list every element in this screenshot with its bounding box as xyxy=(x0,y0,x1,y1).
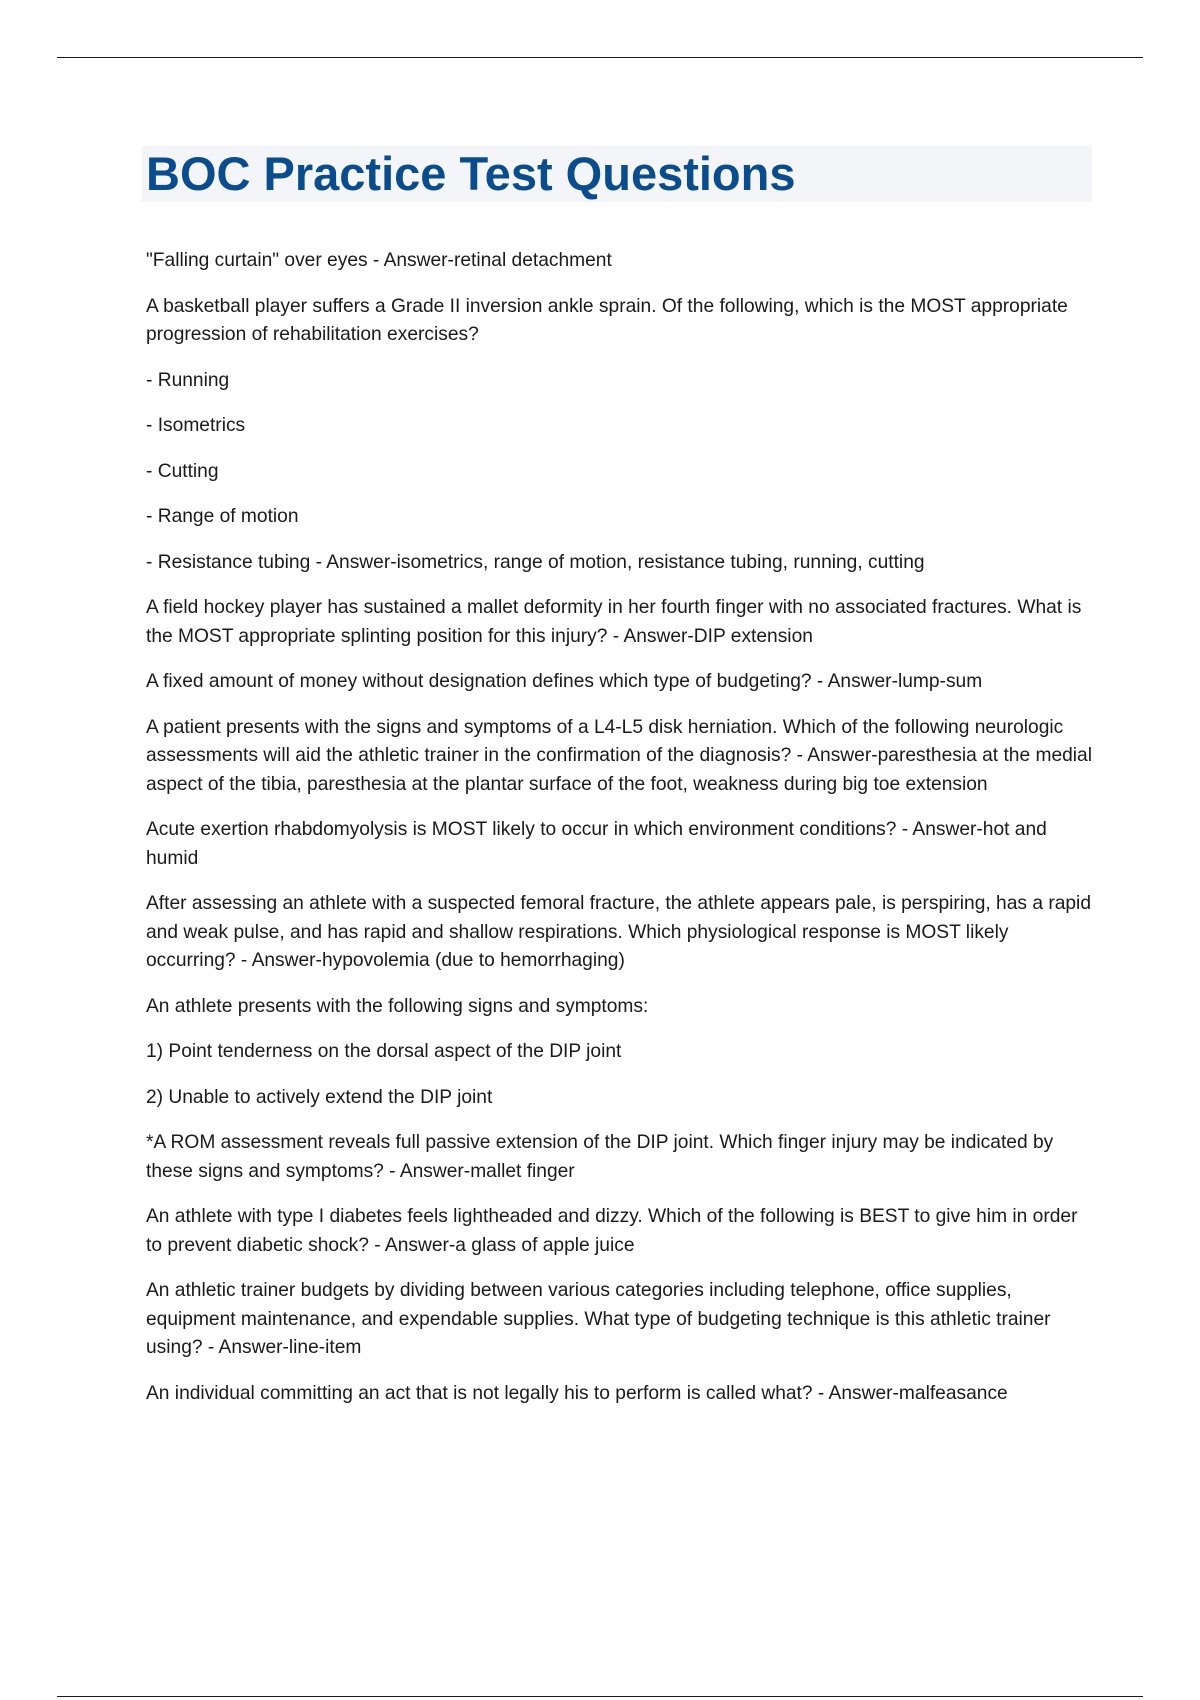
list-item: 2) Unable to actively extend the DIP joint xyxy=(146,1086,493,1108)
paragraph: An athlete presents with the following signs and symptoms: xyxy=(146,995,649,1017)
paragraph: Acute exertion rhabdomyolysis is MOST likely to occur in which environment conditions? - Answer-hot and humid xyxy=(146,819,1047,869)
list-item: - Resistance tubing - Answer-isometrics, range of motion, resistance tubing, running, cutting xyxy=(146,551,925,573)
paragraph: An athlete with type I diabetes feels lightheaded and dizzy. Which of the following is BEST to give him in order to prevent diabetic shock? - Answer-a glass of apple juice xyxy=(146,1206,1078,1256)
bottom-rule xyxy=(57,1696,1143,1697)
list-item: 1) Point tenderness on the dorsal aspect of the DIP joint xyxy=(146,1041,622,1062)
paragraph: *A ROM assessment reveals full passive extension of the DIP joint. Which finger injury may be indicated by these signs and symptoms? - Answer-mallet finger xyxy=(146,1132,1054,1182)
paragraph: "Falling curtain" over eyes - Answer-retinal detachment xyxy=(146,250,612,271)
paragraph: A field hockey player has sustained a mallet deformity in her fourth finger with no associated fractures. What is the MOST appropriate splinting position for this injury? - Answer-DIP extension xyxy=(146,597,1082,647)
paragraph: A basketball player suffers a Grade II inversion ankle sprain. Of the following, which is the MOST appropriate progression of rehabilitation exercises? xyxy=(146,295,1068,345)
list-item: - Range of motion xyxy=(146,506,299,527)
list-item: - Isometrics xyxy=(146,415,246,436)
document-body xyxy=(146,247,1096,1425)
page-title: BOC Practice Test Questions xyxy=(146,147,796,200)
list-item: - Cutting xyxy=(146,460,219,482)
list-item: - Running xyxy=(146,369,230,391)
paragraph: A fixed amount of money without designation defines which type of budgeting? - Answer-lump-sum xyxy=(146,671,983,692)
top-rule xyxy=(57,57,1143,58)
paragraph: An athletic trainer budgets by dividing between various categories including telephone, office supplies, equipment maintenance, and expendable supplies. What type of budgeting technique is this athletic trainer using? - Answer-line-item xyxy=(146,1280,1051,1358)
paragraph: A patient presents with the signs and symptoms of a L4-L5 disk herniation. Which of the following neurologic assessments will aid the athletic trainer in the confirmation of the diagnosis? - Answer-paresthesia at the medial aspect of the tibia, paresthesia at the plantar surface of the foot, weakness during big toe extension xyxy=(146,716,1092,795)
paragraph: An individual committing an act that is not legally his to perform is called what? - Answer-malfeasance xyxy=(146,1382,1008,1404)
paragraph: After assessing an athlete with a suspected femoral fracture, the athlete appears pale, is perspiring, has a rapid and weak pulse, and has rapid and shallow respirations. Which physiological response is MOST likely occurring? - Answer-hypovolemia (due to hemorrhaging) xyxy=(146,893,1091,971)
